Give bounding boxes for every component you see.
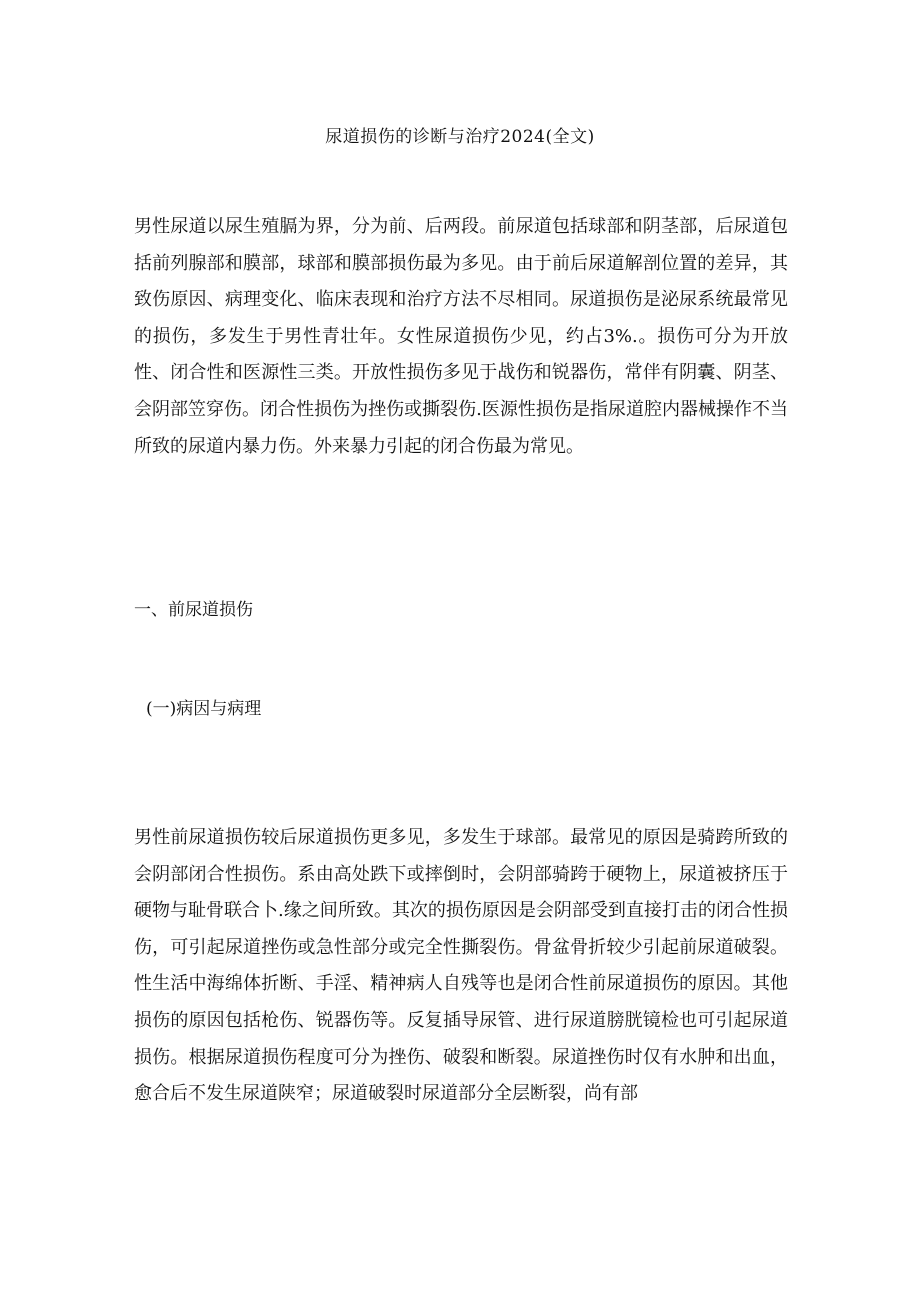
intro-paragraph: 男性尿道以尿生殖膈为界，分为前、后两段。前尿道包括球部和阴茎部，后尿道包括前列腺部和膜部，球部和膜部损伤最为多见。由于前后尿道解剖位置的差异，其致伤原因、病理变化、临床表现和治疗方法不尽相同。尿道损伤是泌尿系统最常见的损伤，多发生于男性青壮年。女性尿道损伤少见，约占3%.。损伤可分为开放性、闭合性和医源性三类。开放性损伤多见于战伤和锐器伤，常伴有阴囊、阴茎、会阴部笠穿伤。闭合性损伤为挫伤或撕裂伤.医源性损伤是指尿道腔内器械操作不当所致的尿道内暴力伤。外来暴力引起的闭合伤最为常见。: [134, 216, 788, 457]
body-paragraph: 男性前尿道损伤较后尿道损伤更多见，多发生于球部。最常见的原因是骑跨所致的会阴部闭合性损伤。系由高处跌下或摔倒时，会阴部骑跨于硬物上，尿道被挤压于硬物与耻骨联合卜.缘之间所致。其次的损伤原因是会阴部受到直接打击的闭合性损伤，可引起尿道挫伤或急性部分或完全性撕裂伤。骨盆骨折较少引起前尿道破裂。性生活中海绵体折断、手淫、精神病人自残等也是闭合性前尿道损伤的原因。其他损伤的原因包括枪伤、锐器伤等。反复插导尿管、进行尿道膀胱镜检也可引起尿道损伤。根据尿道损伤程度可分为挫伤、破裂和断裂。尿道挫伤时仅有水肿和出血，愈合后不发生尿道陕窄；尿道破裂时尿道部分全层断裂，尚有部: [134, 827, 788, 1105]
document-title: 尿道损伤的诊断与治疗2024(全文): [325, 127, 595, 147]
subsection-heading: (一)病因与病理: [146, 699, 262, 719]
section-heading: 一、前尿道损伤: [134, 600, 253, 620]
